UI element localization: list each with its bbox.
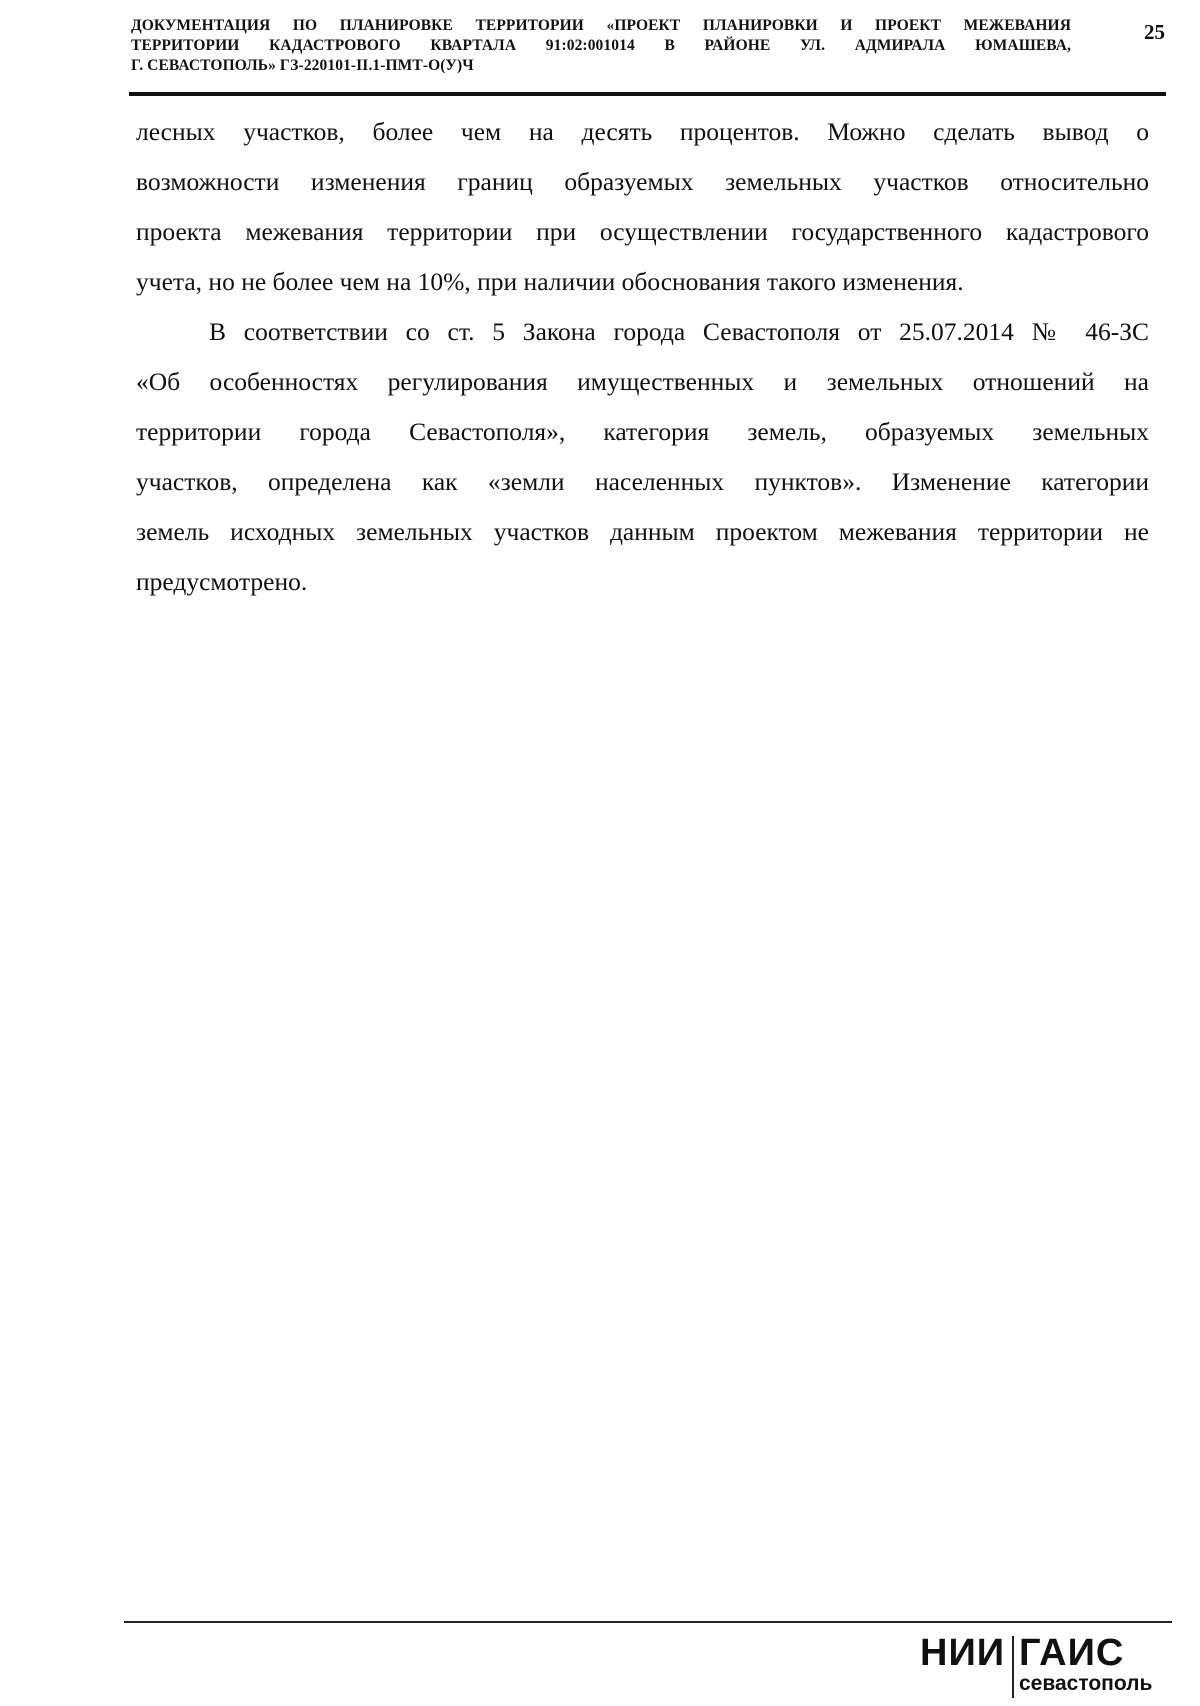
paragraph-2-line-3: территории города Севастополя», категория земель, образуемых земельных: [136, 417, 1149, 446]
paragraph-2: [136, 307, 1149, 607]
page-number: 25: [1144, 20, 1165, 44]
logo-city-text: севастополь: [1019, 1672, 1153, 1695]
page-header: [131, 16, 1165, 76]
document-title-line-1: ДОКУМЕНТАЦИЯ ПО ПЛАНИРОВКЕ ТЕРРИТОРИИ «ПРОЕКТ ПЛАНИРОВКИ И ПРОЕКТ МЕЖЕВАНИЯ: [131, 17, 1071, 34]
logo-nii-text: НИИ: [920, 1632, 1006, 1674]
paragraph-1-line-3: проекта межевания территории при осуществлении государственного кадастрового: [136, 217, 1149, 246]
nii-gais-logo: [920, 1632, 1180, 1702]
document-title-line-2: ТЕРРИТОРИИ КАДАСТРОВОГО КВАРТАЛА 91:02:001014 В РАЙОНЕ УЛ. АДМИРАЛА ЮМАШЕВА,: [131, 37, 1071, 54]
paragraph-2-line-4: участков, определена как «земли населенных пунктов». Изменение категории: [136, 467, 1149, 496]
logo-gais-text: ГАИС: [1019, 1632, 1125, 1674]
header-divider: [129, 92, 1166, 96]
paragraph-1-line-2: возможности изменения границ образуемых земельных участков относительно: [136, 167, 1149, 196]
footer-divider: [124, 1621, 1172, 1623]
paragraph-1-line-4: учета, но не более чем на 10%, при наличии обоснования такого изменения.: [136, 267, 964, 296]
document-title-line-3: Г. СЕВАСТОПОЛЬ» ГЗ-220101-II.1-ПМТ-О(У)Ч: [131, 57, 474, 74]
document-title: [131, 16, 1071, 76]
paragraph-2-line-2: «Об особенностях регулирования имущественных и земельных отношений на: [136, 367, 1149, 396]
paragraph-1-line-1: лесных участков, более чем на десять процентов. Можно сделать вывод о: [136, 117, 1149, 146]
document-body: [136, 107, 1149, 607]
paragraph-1: [136, 107, 1149, 307]
logo-separator: [1012, 1636, 1014, 1698]
paragraph-2-line-1: В соответствии со ст. 5 Закона города Севастополя от 25.07.2014 № 46-ЗС: [209, 317, 1149, 346]
paragraph-2-line-6: предусмотрено.: [136, 567, 308, 596]
paragraph-2-line-5: земель исходных земельных участков данным проектом межевания территории не: [136, 517, 1149, 546]
